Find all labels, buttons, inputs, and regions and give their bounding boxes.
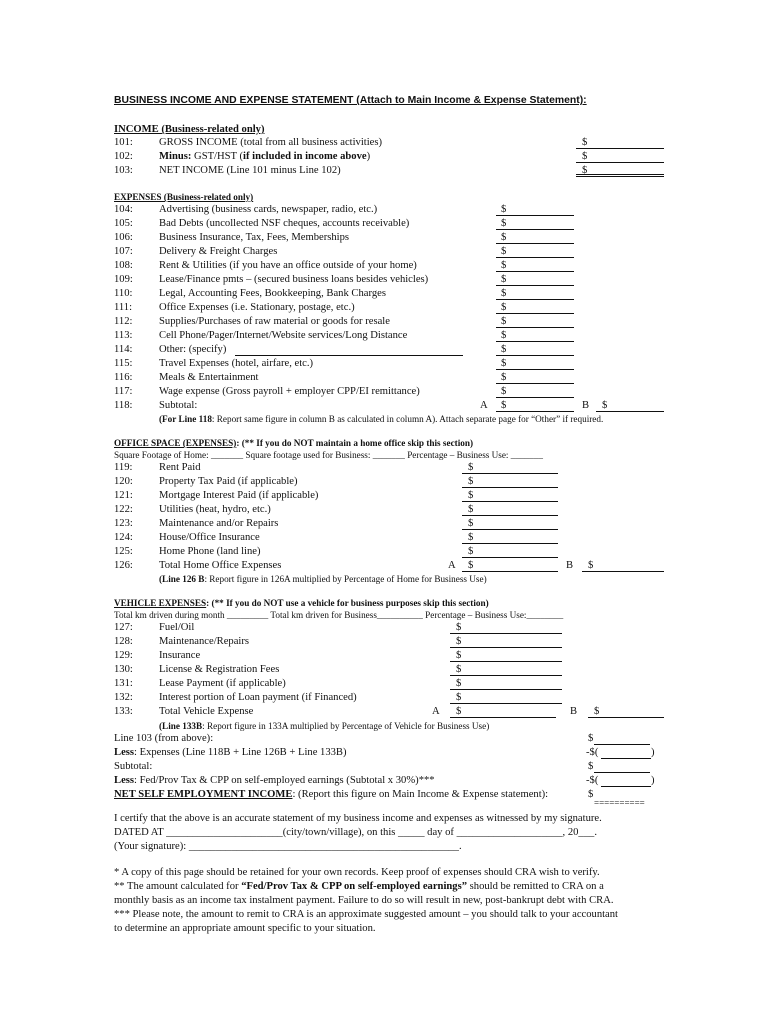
amount-field-line[interactable] bbox=[450, 647, 562, 648]
income-heading: INCOME (Business-related only) bbox=[114, 124, 265, 135]
dollar-sign: -$( bbox=[586, 747, 599, 758]
amount-field-line[interactable] bbox=[462, 543, 558, 544]
column-b-label: B bbox=[582, 400, 590, 411]
line-number: 101: bbox=[114, 137, 133, 148]
line-number: 106: bbox=[114, 232, 133, 243]
line-number: 111: bbox=[114, 302, 133, 313]
line-number: 132: bbox=[114, 692, 133, 703]
column-b-label: B bbox=[570, 706, 578, 717]
amount-field-line[interactable] bbox=[594, 772, 650, 773]
line-description: Business Insurance, Tax, Fees, Memberships bbox=[159, 232, 350, 243]
dollar-sign: $ bbox=[501, 372, 507, 383]
footnote-3: *** Please note, the amount to remit to CRA is an approximate suggested amount – you should talk to your accountant bbox=[114, 909, 618, 920]
line-number: 133: bbox=[114, 706, 133, 717]
line-number: 113: bbox=[114, 330, 133, 341]
amount-field-line[interactable] bbox=[496, 355, 574, 356]
line-number: 108: bbox=[114, 260, 133, 271]
column-a-label: A bbox=[480, 400, 488, 411]
dollar-sign: $ bbox=[501, 386, 507, 397]
line-number: 126: bbox=[114, 560, 133, 571]
dollar-sign: $ bbox=[602, 400, 608, 411]
dollar-sign: $ bbox=[582, 151, 588, 162]
net-income-label: NET SELF EMPLOYMENT INCOME: (Report this figure on Main Income & Expense statement): bbox=[114, 789, 549, 800]
amount-field-line[interactable] bbox=[462, 529, 558, 530]
signature-line[interactable]: (Your signature): ___________________________________________________. bbox=[114, 841, 462, 852]
line-description: Rent & Utilities (if you have an office outside of your home) bbox=[159, 260, 417, 271]
amount-field-line[interactable] bbox=[450, 661, 562, 662]
double-underline: ========== bbox=[594, 798, 645, 808]
line-number: 125: bbox=[114, 546, 133, 557]
amount-field-line[interactable] bbox=[496, 229, 574, 230]
line-description: House/Office Insurance bbox=[159, 532, 260, 543]
dollar-sign: $ bbox=[501, 204, 507, 215]
line-description: Property Tax Paid (if applicable) bbox=[159, 476, 298, 487]
line-description: Other: (specify) bbox=[159, 344, 227, 355]
line-number: 121: bbox=[114, 490, 133, 501]
line-description: Total Home Office Expenses bbox=[159, 560, 282, 571]
line-description: Maintenance and/or Repairs bbox=[159, 518, 279, 529]
dollar-sign: $ bbox=[501, 302, 507, 313]
dollar-sign: $ bbox=[456, 678, 462, 689]
close-paren: ) bbox=[651, 775, 655, 786]
dollar-sign: $ bbox=[468, 560, 474, 571]
line-number: 123: bbox=[114, 518, 133, 529]
amount-field-line[interactable] bbox=[496, 397, 574, 398]
amount-field-line[interactable] bbox=[496, 243, 574, 244]
line-description: Utilities (heat, hydro, etc.) bbox=[159, 504, 271, 515]
dollar-sign: $ bbox=[501, 232, 507, 243]
summary-label: Subtotal: bbox=[114, 761, 153, 772]
office-subline: Square Footage of Home: _______ Square footage used for Business: _______ Percentage – Business Use: _______ bbox=[114, 450, 543, 460]
dollar-sign: $ bbox=[582, 165, 588, 176]
certify-statement: I certify that the above is an accurate statement of my business income and expenses as witnessed by my signature. bbox=[114, 813, 602, 824]
amount-field-line[interactable] bbox=[496, 215, 574, 216]
line-number: 117: bbox=[114, 386, 133, 397]
line-number: 131: bbox=[114, 678, 133, 689]
amount-field-line-a[interactable] bbox=[496, 411, 574, 412]
dollar-sign: $ bbox=[468, 532, 474, 543]
line-description: Bad Debts (uncollected NSF cheques, accounts receivable) bbox=[159, 218, 410, 229]
page-title: BUSINESS INCOME AND EXPENSE STATEMENT (Attach to Main Income & Expense Statement): bbox=[114, 95, 587, 106]
dollar-sign: $ bbox=[468, 504, 474, 515]
line-number: 105: bbox=[114, 218, 133, 229]
expenses-heading: EXPENSES (Business-related only) bbox=[114, 192, 254, 202]
dollar-sign: $ bbox=[468, 490, 474, 501]
line-number: 104: bbox=[114, 204, 133, 215]
column-a-label: A bbox=[432, 706, 440, 717]
line-118-note: (For Line 118: Report same figure in column B as calculated in column A). Attach separate page for “Other” if required. bbox=[159, 414, 604, 424]
vehicle-heading: VEHICLE EXPENSES: (** If you do NOT use a vehicle for business purposes skip this section) bbox=[114, 598, 489, 608]
line-description: Advertising (business cards, newspaper, radio, etc.) bbox=[159, 204, 378, 215]
footnote-2: ** The amount calculated for “Fed/Prov Tax & CPP on self-employed earnings” should be remitted to CRA on a bbox=[114, 881, 604, 892]
line-number: 116: bbox=[114, 372, 133, 383]
line-description: Delivery & Freight Charges bbox=[159, 246, 278, 257]
line-description: Supplies/Purchases of raw material or goods for resale bbox=[159, 316, 390, 327]
dollar-sign: $ bbox=[588, 560, 594, 571]
line-description: GROSS INCOME (total from all business activities) bbox=[159, 137, 383, 148]
amount-field-line-b[interactable] bbox=[588, 717, 664, 718]
line-description: Wage expense (Gross payroll + employer CPP/EI remittance) bbox=[159, 386, 420, 397]
footnote-1: * A copy of this page should be retained for your own records. Keep proof of expenses should CRA wish to verify. bbox=[114, 867, 600, 878]
line-description: Mortgage Interest Paid (if applicable) bbox=[159, 490, 319, 501]
dollar-sign: $ bbox=[468, 462, 474, 473]
line-number: 127: bbox=[114, 622, 133, 633]
line-description: Lease/Finance pmts – (secured business loans besides vehicles) bbox=[159, 274, 429, 285]
line-number: 128: bbox=[114, 636, 133, 647]
dollar-sign: $ bbox=[468, 546, 474, 557]
dollar-sign: $ bbox=[501, 330, 507, 341]
dollar-sign: $ bbox=[456, 622, 462, 633]
amount-field-line-b[interactable] bbox=[596, 411, 664, 412]
amount-field-line[interactable] bbox=[462, 557, 558, 558]
line-description: Lease Payment (if applicable) bbox=[159, 678, 286, 689]
line-description: Subtotal: bbox=[159, 400, 198, 411]
dollar-sign: -$( bbox=[586, 775, 599, 786]
line-number: 130: bbox=[114, 664, 133, 675]
amount-field-line-a[interactable] bbox=[450, 717, 556, 718]
amount-field-line-b[interactable] bbox=[582, 571, 664, 572]
line-number: 129: bbox=[114, 650, 133, 661]
line-number: 122: bbox=[114, 504, 133, 515]
vehicle-subline: Total km driven during month _________ Total km driven for Business__________ Percentage – Business Use:________ bbox=[114, 610, 564, 620]
dollar-sign: $ bbox=[501, 344, 507, 355]
amount-field-line[interactable] bbox=[450, 703, 562, 704]
dollar-sign: $ bbox=[501, 274, 507, 285]
summary-label: Less: Expenses (Line 118B + Line 126B + Line 133B) bbox=[114, 747, 347, 758]
dollar-sign: $ bbox=[588, 733, 594, 744]
specify-field-line[interactable] bbox=[235, 355, 463, 356]
line-number: 124: bbox=[114, 532, 133, 543]
amount-field-line[interactable] bbox=[496, 285, 574, 286]
line-number: 120: bbox=[114, 476, 133, 487]
summary-label: Line 103 (from above): bbox=[114, 733, 214, 744]
line-description: Cell Phone/Pager/Internet/Website services/Long Distance bbox=[159, 330, 408, 341]
dollar-sign: $ bbox=[501, 316, 507, 327]
line-description: Rent Paid bbox=[159, 462, 201, 473]
amount-field-line[interactable] bbox=[450, 689, 562, 690]
amount-field-line[interactable] bbox=[601, 786, 651, 787]
dollar-sign: $ bbox=[588, 761, 594, 772]
line-number: 110: bbox=[114, 288, 133, 299]
amount-field-line[interactable] bbox=[594, 744, 650, 745]
line-description: Insurance bbox=[159, 650, 201, 661]
line-126-note: (Line 126 B: Report figure in 126A multiplied by Percentage of Home for Business Use) bbox=[159, 574, 487, 584]
dollar-sign: $ bbox=[468, 476, 474, 487]
line-description: Office Expenses (i.e. Stationary, postage, etc.) bbox=[159, 302, 355, 313]
amount-field-line[interactable] bbox=[601, 758, 651, 759]
dollar-sign: $ bbox=[456, 692, 462, 703]
line-description: Minus: GST/HST (if included in income above) bbox=[159, 151, 371, 162]
amount-field-line[interactable] bbox=[496, 327, 574, 328]
line-description: Interest portion of Loan payment (if Financed) bbox=[159, 692, 357, 703]
dollar-sign: $ bbox=[588, 789, 594, 800]
dollar-sign: $ bbox=[501, 260, 507, 271]
amount-field-line[interactable] bbox=[462, 515, 558, 516]
line-description: Home Phone (land line) bbox=[159, 546, 261, 557]
line-description: NET INCOME (Line 101 minus Line 102) bbox=[159, 165, 341, 176]
line-number: 109: bbox=[114, 274, 133, 285]
line-number: 103: bbox=[114, 165, 133, 176]
dollar-sign: $ bbox=[501, 358, 507, 369]
amount-field-line[interactable] bbox=[496, 271, 574, 272]
amount-field-line[interactable] bbox=[450, 675, 562, 676]
footnote-2-cont: monthly basis as an income tax instalment payment. Failure to do so will result in new, post-bankrupt debt with CRA. bbox=[114, 895, 614, 906]
amount-field-line[interactable] bbox=[496, 257, 574, 258]
amount-field-line[interactable] bbox=[496, 313, 574, 314]
line-description: Total Vehicle Expense bbox=[159, 706, 254, 717]
line-description: Legal, Accounting Fees, Bookkeeping, Bank Charges bbox=[159, 288, 386, 299]
dollar-sign: $ bbox=[456, 636, 462, 647]
dollar-sign: $ bbox=[468, 518, 474, 529]
dollar-sign: $ bbox=[501, 246, 507, 257]
total-double-line[interactable] bbox=[576, 174, 664, 177]
amount-field-line[interactable] bbox=[496, 383, 574, 384]
dollar-sign: $ bbox=[456, 664, 462, 675]
line-number: 107: bbox=[114, 246, 133, 257]
dollar-sign: $ bbox=[456, 650, 462, 661]
dollar-sign: $ bbox=[582, 137, 588, 148]
dated-at-line[interactable]: DATED AT ______________________(city/town/village), on this _____ day of ____________________, 20___. bbox=[114, 827, 597, 838]
close-paren: ) bbox=[651, 747, 655, 758]
summary-label: Less: Fed/Prov Tax & CPP on self-employed earnings (Subtotal x 30%)*** bbox=[114, 775, 435, 786]
line-number: 112: bbox=[114, 316, 133, 327]
line-number: 114: bbox=[114, 344, 133, 355]
dollar-sign: $ bbox=[456, 706, 462, 717]
line-description: Maintenance/Repairs bbox=[159, 636, 250, 647]
line-number: 118: bbox=[114, 400, 133, 411]
office-heading: OFFICE SPACE (EXPENSES): (** If you do NOT maintain a home office skip this section) bbox=[114, 438, 474, 448]
line-133-note: (Line 133B: Report figure in 133A multiplied by Percentage of Vehicle for Business Use) bbox=[159, 721, 490, 731]
footnote-3-cont: to determine an appropriate amount specific to your situation. bbox=[114, 923, 376, 934]
line-description: Travel Expenses (hotel, airfare, etc.) bbox=[159, 358, 314, 369]
line-number: 115: bbox=[114, 358, 133, 369]
column-a-label: A bbox=[448, 560, 456, 571]
column-b-label: B bbox=[566, 560, 574, 571]
dollar-sign: $ bbox=[501, 218, 507, 229]
amount-field-line[interactable] bbox=[496, 369, 574, 370]
dollar-sign: $ bbox=[501, 400, 507, 411]
amount-field-line[interactable] bbox=[496, 299, 574, 300]
amount-field-line[interactable] bbox=[576, 148, 664, 149]
amount-field-line[interactable] bbox=[576, 162, 664, 163]
dollar-sign: $ bbox=[501, 288, 507, 299]
amount-field-line[interactable] bbox=[462, 473, 558, 474]
amount-field-line[interactable] bbox=[462, 501, 558, 502]
amount-field-line[interactable] bbox=[462, 487, 558, 488]
line-number: 119: bbox=[114, 462, 133, 473]
line-description: Fuel/Oil bbox=[159, 622, 195, 633]
amount-field-line[interactable] bbox=[496, 341, 574, 342]
line-description: Meals & Entertainment bbox=[159, 372, 259, 383]
amount-field-line[interactable] bbox=[450, 633, 562, 634]
line-description: License & Registration Fees bbox=[159, 664, 280, 675]
dollar-sign: $ bbox=[594, 706, 600, 717]
line-number: 102: bbox=[114, 151, 133, 162]
amount-field-line-a[interactable] bbox=[462, 571, 558, 572]
